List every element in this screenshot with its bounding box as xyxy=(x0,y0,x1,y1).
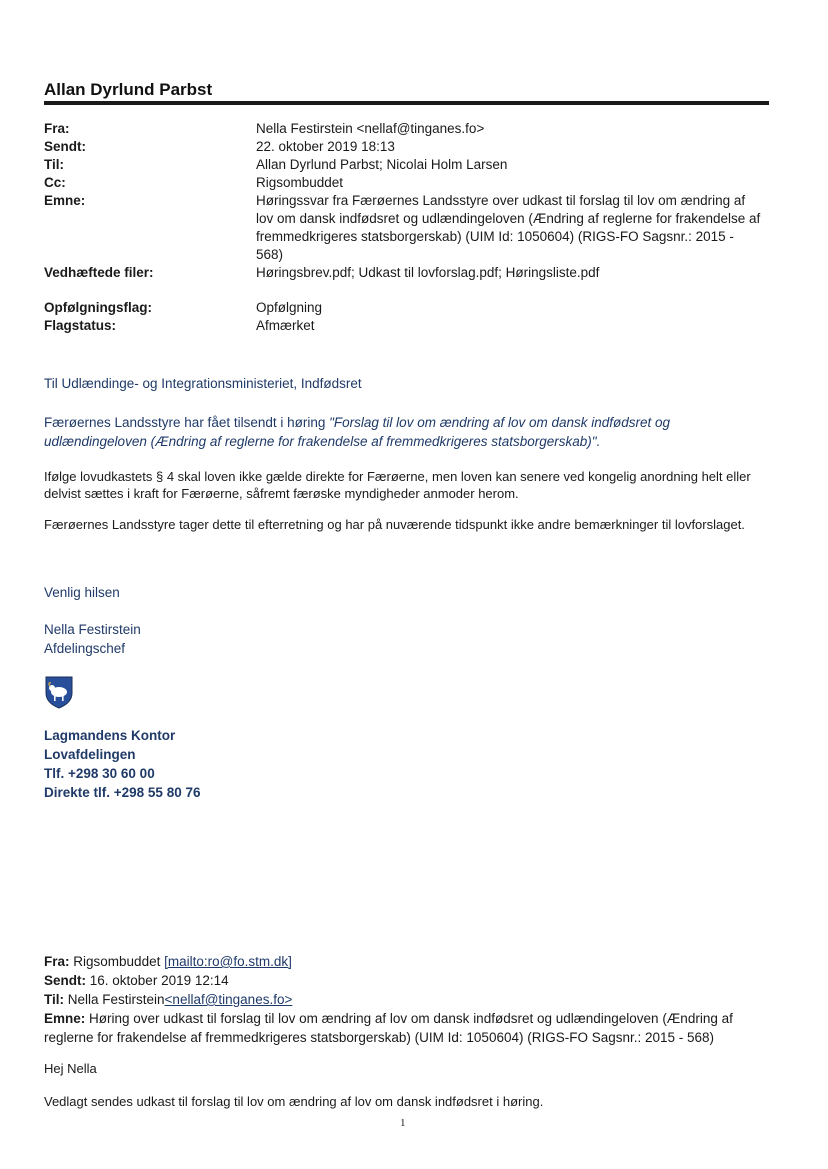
body-paragraph-2: Færøernes Landsstyre tager dette til efterretning og har på nuværende tidspunkt ikke andre bemærkninger til lovforslaget. xyxy=(44,517,745,532)
fwd-subject-line xyxy=(44,1009,772,1047)
meta-followup-value: Opfølgning xyxy=(256,300,323,315)
faroe-coat-of-arms-icon xyxy=(44,675,74,709)
fwd-from-line xyxy=(44,952,772,971)
meta-attachments-value: Høringsbrev.pdf; Udkast til lovforslag.pdf; Høringsliste.pdf xyxy=(256,265,600,280)
email-meta xyxy=(44,120,764,335)
office-block xyxy=(44,726,200,802)
sender-name: Allan Dyrlund Parbst xyxy=(44,80,213,99)
fwd-sent-label: Sendt: xyxy=(44,973,86,988)
meta-cc-value: Rigsombuddet xyxy=(256,175,344,190)
fwd-body-text: Vedlagt sendes udkast til forslag til lov om ændring af lov om dansk indfødsret i høring. xyxy=(44,1094,544,1109)
page-number: 1 xyxy=(400,1117,406,1129)
fwd-from-name: Rigsombuddet xyxy=(73,954,161,969)
meta-attachments-row xyxy=(44,264,764,282)
office-direct-phone: Direkte tlf. +298 55 80 76 xyxy=(44,785,201,800)
meta-flagstatus-value: Afmærket xyxy=(256,318,315,333)
meta-subject-value: Høringssvar fra Færøernes Landsstyre over udkast til forslag til lov om ændring af lov om dansk indfødsret og udlændingeloven (Ændring af reglerne for frakendelse af fremmedkrigeres statsborgerskab) (UIM Id: 1050604) (RIGS-FO Sagsnr.: 2015 - 568) xyxy=(256,193,761,262)
intro-paragraph xyxy=(44,413,764,451)
fwd-sent-value: 16. oktober 2019 12:14 xyxy=(89,973,229,988)
fwd-from-link[interactable]: [mailto:ro@fo.stm.dk] xyxy=(164,954,292,969)
meta-flagstatus-label: Flagstatus: xyxy=(44,318,117,333)
fwd-to-link[interactable]: <nellaf@tinganes.fo> xyxy=(164,992,293,1007)
forwarded-header xyxy=(44,952,772,1047)
intro-plain-text: Færøernes Landsstyre har fået tilsendt i høring xyxy=(44,415,330,430)
meta-sent-row xyxy=(44,138,764,156)
fwd-subject-value: Høring over udkast til forslag til lov om ændring af lov om dansk indfødsret og udlændingeloven (Ændring af reglerne for frakendelse af fremmedkrigeres statsborgerskab) (UIM Id: 1050604) (RIGS-FO Sagsnr.: 2015 - 568) xyxy=(44,1011,733,1045)
meta-from-row xyxy=(44,120,764,138)
office-phone: Tlf. +298 30 60 00 xyxy=(44,766,155,781)
fwd-subject-label: Emne: xyxy=(44,1011,86,1026)
closing-greeting: Venlig hilsen xyxy=(44,585,120,600)
meta-from-value: Nella Festirstein <nellaf@tinganes.fo> xyxy=(256,121,485,136)
meta-to-value: Allan Dyrlund Parbst; Nicolai Holm Larsen xyxy=(256,157,508,172)
meta-cc-row xyxy=(44,174,764,192)
signature-name: Nella Festirstein xyxy=(44,622,141,637)
meta-attachments-label: Vedhæftede filer: xyxy=(44,265,154,280)
meta-subject-row xyxy=(44,192,764,264)
fwd-from-label: Fra: xyxy=(44,954,70,969)
fwd-to-label: Til: xyxy=(44,992,64,1007)
intro-italic-title: "Forslag til lov om ændring af lov om dansk indfødsret og udlændingeloven (Ændring af reglerne for frakendelse af fremmedkrigeres statsborgerskab)". xyxy=(44,415,671,449)
meta-followup-label: Opfølgningsflag: xyxy=(44,300,152,315)
office-department: Lovafdelingen xyxy=(44,747,136,762)
meta-from-label: Fra: xyxy=(44,121,70,136)
header-divider xyxy=(44,101,769,105)
meta-sent-label: Sendt: xyxy=(44,139,86,154)
meta-cc-label: Cc: xyxy=(44,175,66,190)
recipient-line: Til Udlændinge- og Integrationsministeriet, Indfødsret xyxy=(44,376,362,391)
fwd-sent-line xyxy=(44,971,772,990)
fwd-to-line xyxy=(44,990,772,1009)
meta-followup-row xyxy=(44,299,764,317)
body-paragraph-1: Ifølge lovudkastets § 4 skal loven ikke gælde direkte for Færøerne, men loven kan senere ved kongelig anordning helt eller delvist sættes i kraft for Færøerne, såfremt færøske myndigheder anmoder herom. xyxy=(44,469,751,501)
meta-subject-label: Emne: xyxy=(44,193,86,208)
meta-to-row xyxy=(44,156,764,174)
office-name: Lagmandens Kontor xyxy=(44,728,176,743)
fwd-greeting: Hej Nella xyxy=(44,1061,97,1076)
signature-title: Afdelingschef xyxy=(44,641,126,656)
meta-flagstatus-row xyxy=(44,317,764,335)
fwd-to-name: Nella Festirstein xyxy=(67,992,165,1007)
meta-sent-value: 22. oktober 2019 18:13 xyxy=(256,139,395,154)
meta-to-label: Til: xyxy=(44,157,64,172)
